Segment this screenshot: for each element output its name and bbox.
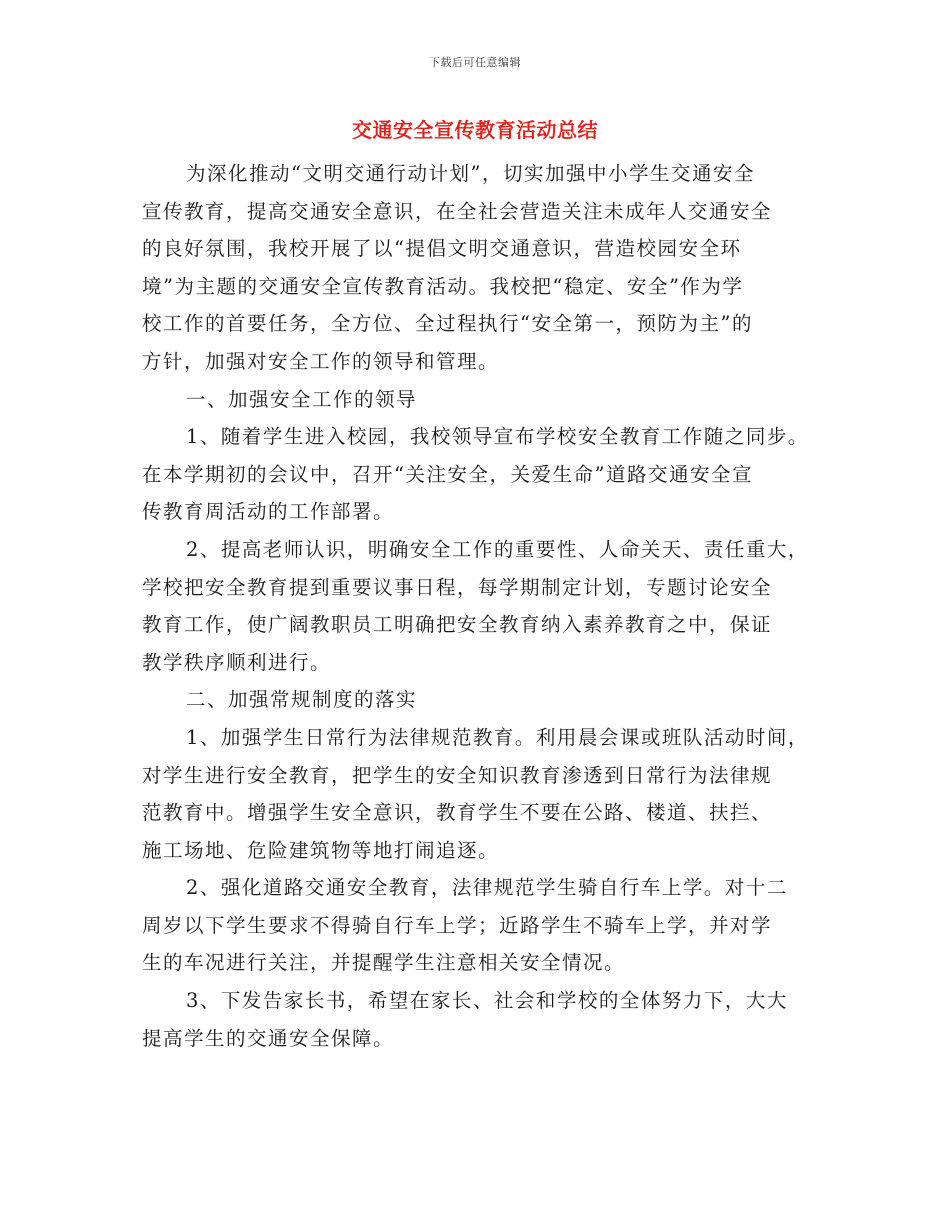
document-title: 交通安全宣传教育活动总结	[352, 118, 598, 142]
text-line: 境”为主题的交通安全宣传教育活动。我校把“稳定、安全”作为学	[142, 274, 744, 298]
text-line: 二、加强常规制度的落实	[186, 688, 418, 712]
text-line: 提高学生的交通安全保障。	[142, 1026, 395, 1050]
text-line: 范教育中。增强学生安全意识，教育学生不要在公路、楼道、扶拦、	[142, 801, 773, 825]
text-line: 宣传教育，提高交通安全意识，在全社会营造关注未成年人交通安全	[142, 199, 773, 223]
text-line: 校工作的首要任务，全方位、全过程执行“安全第一，预防为主”的	[142, 312, 753, 336]
text-line: 2、强化道路交通安全教育，法律规范学生骑自行车上学。对十二	[186, 876, 788, 900]
text-line: 2、提高老师认识，明确安全工作的重要性、人命关天、责任重大，	[186, 537, 809, 561]
text-line: 1、加强学生日常行为法律规范教育。利用晨会课或班队活动时间，	[186, 725, 809, 749]
text-line: 的良好氛围，我校开展了以“提倡文明交通意识，营造校园安全环	[142, 237, 742, 261]
text-line: 为深化推动“文明交通行动计划”，切实加强中小学生交通安全	[186, 162, 755, 185]
document-body	[142, 155, 822, 1057]
text-line: 教育工作，使广阔教职员工明确把安全教育纳入素养教育之中，保证	[142, 613, 773, 637]
text-line: 1、随着学生进入校园，我校领导宣布学校安全教育工作随之同步。	[186, 425, 809, 449]
text-line: 方针，加强对安全工作的领导和管理。	[142, 349, 500, 373]
text-line: 周岁以下学生要求不得骑自行车上学；近路学生不骑车上学，并对学	[142, 913, 773, 937]
text-line: 一、加强安全工作的领导	[186, 387, 418, 411]
text-line: 生的车况进行关注，并提醒学生注意相关安全情况。	[142, 951, 626, 975]
text-line: 学校把安全教育提到重要议事日程，每学期制定计划，专题讨论安全	[142, 575, 773, 599]
text-line: 在本学期初的会议中，召开“关注安全，关爱生命”道路交通安全宣	[142, 462, 753, 486]
header-note: 下载后可任意编辑	[429, 56, 521, 69]
text-line: 教学秩序顺利进行。	[142, 650, 332, 674]
text-line: 传教育周活动的工作部署。	[142, 500, 395, 524]
text-line: 施工场地、危险建筑物等地打闹追逐。	[142, 838, 500, 862]
text-line: 3、下发告家长书，希望在家长、社会和学校的全体努力下，大大	[186, 989, 788, 1013]
text-line: 对学生进行安全教育，把学生的安全知识教育渗透到日常行为法律规	[142, 763, 773, 787]
